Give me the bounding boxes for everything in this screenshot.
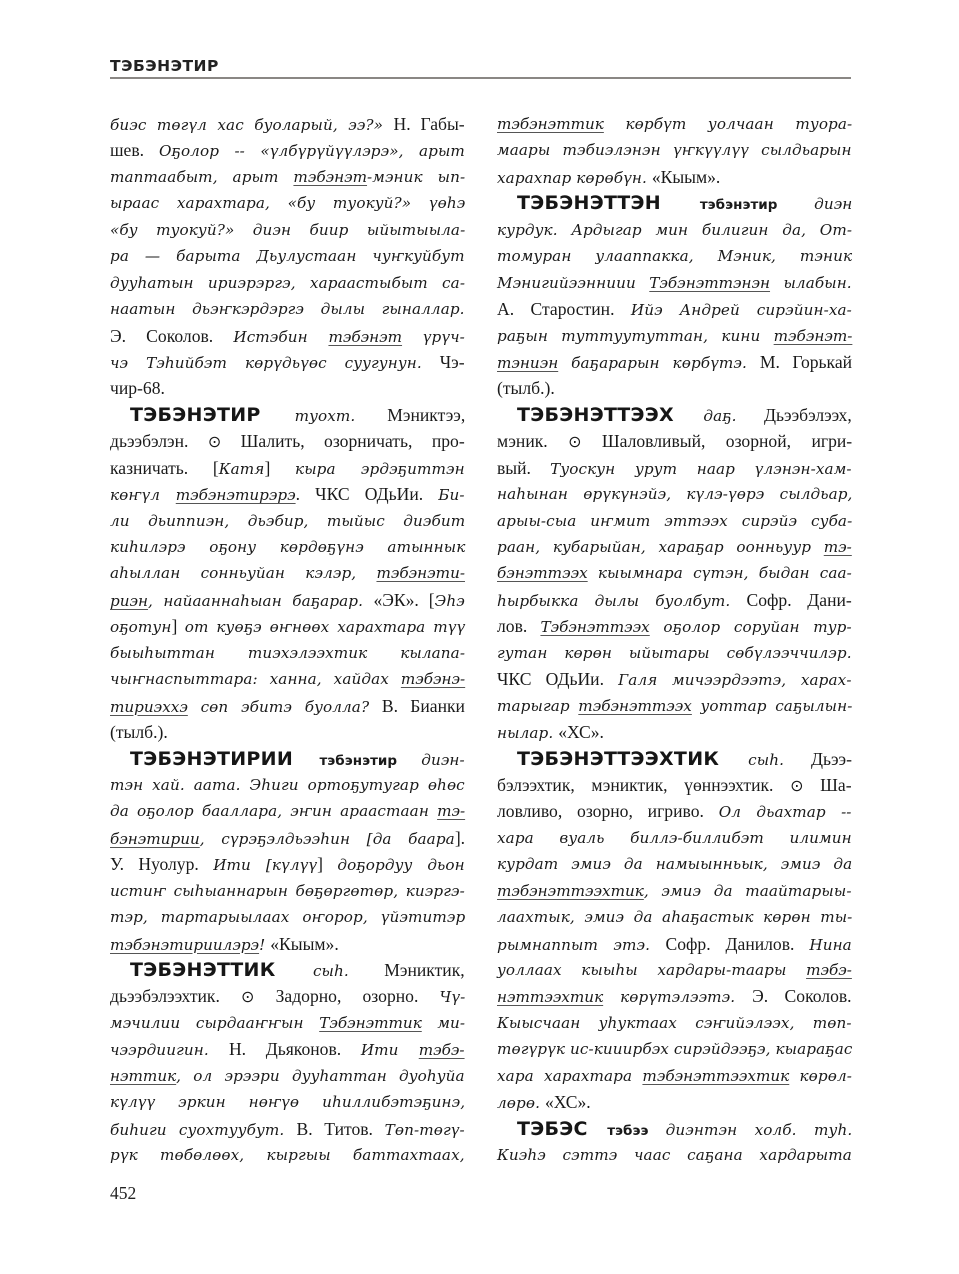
italic-text: мэчилии сырдааҥҥын	[110, 1013, 320, 1032]
italic-text: тарыгар	[497, 696, 579, 715]
underlined-reference: тэбэнэттээх	[578, 696, 692, 715]
italic-text: баҕарарын кɵрбүтэ.	[558, 353, 760, 372]
italic-text: Мэнигийээнниии	[497, 273, 650, 292]
text-line	[497, 296, 852, 322]
text-line	[497, 349, 852, 375]
text-line	[110, 983, 465, 1009]
roman-text: Шалить, озорничать, про-	[221, 431, 465, 452]
roman-text: вый.	[497, 457, 551, 478]
text-line	[497, 534, 852, 560]
text-line	[110, 693, 465, 719]
text-line	[110, 613, 465, 639]
sense-marker-icon: ⊙	[568, 432, 582, 452]
roman-text: Дьээбэлээх,	[764, 404, 852, 425]
text-line	[497, 375, 852, 401]
right-column	[497, 111, 852, 1169]
text-line	[497, 243, 852, 269]
roman-text: Э. Соколов.	[110, 325, 234, 346]
italic-text: чыҥнаспыттара: ханна, хайдах	[110, 670, 401, 689]
entry-first-line	[110, 402, 465, 428]
italic-text: , ол эрээри дууһаттан дуоһуйа	[176, 1066, 465, 1085]
italic-text: Чү-	[439, 988, 466, 1007]
text-line	[110, 931, 465, 957]
entry-first-line	[110, 746, 465, 772]
underlined-reference: Тэбэнэттээх	[540, 618, 650, 637]
headword: ТЭБЭНЭТТЭЭХТИК	[517, 747, 749, 770]
text-line	[497, 693, 852, 719]
italic-text: !	[259, 935, 271, 954]
italic-text: Ол дьахтар --	[718, 803, 852, 822]
text-line	[497, 111, 852, 137]
text-line	[110, 296, 465, 322]
text-line	[497, 137, 852, 163]
roman-text: Мэниктик,	[384, 960, 465, 980]
text-line	[110, 798, 465, 824]
underlined-reference: тириэххэ	[110, 697, 188, 716]
roman-text: . ЧКС ОДьИи.	[295, 484, 439, 505]
underlined-reference: нэттээхтик	[497, 988, 604, 1007]
italic-text: , эмиэ да таайтарыы-	[643, 881, 852, 900]
italic-text: кɵрүтэлээтэ.	[603, 988, 753, 1007]
headword-reference: тэбэнэтир	[319, 752, 422, 769]
text-line	[110, 137, 465, 163]
text-line	[110, 481, 465, 507]
roman-text: ]	[171, 616, 185, 637]
text-line	[110, 111, 465, 137]
italic-text: ра — барыта Дьулустаан чуҥкуйбут	[110, 247, 465, 266]
italic-text: тэр, тартарыылаах оҥорор, үйэтитэр	[110, 908, 466, 927]
roman-text: Чэ-	[439, 351, 465, 372]
text-line	[110, 508, 465, 534]
headword: ТЭБЭНЭТТЭЭХ	[517, 403, 704, 426]
underlined-reference: бэнэттээх	[497, 564, 588, 583]
italic-text: ылабын.	[770, 273, 852, 292]
roman-text: Мэниктээ,	[387, 404, 466, 425]
sense-marker-icon: ⊙	[241, 987, 255, 1007]
italic-text: Кыысчаан уһуктаах сэҥийэлээх, тɵп-	[497, 1013, 852, 1032]
text-line	[110, 534, 465, 560]
roman-text: А. Старостин.	[497, 299, 631, 320]
italic-text: биһиги суохтуубут.	[110, 1120, 297, 1139]
sense-marker-icon: ⊙	[207, 432, 222, 452]
roman-text: чир-68.	[110, 378, 165, 399]
text-line	[497, 613, 852, 639]
headword-reference: тэбээ	[607, 1122, 666, 1139]
underlined-reference: тэбэнэт	[293, 167, 368, 186]
roman-text: бэлээхтик, мэниктик, үɵннээхтик.	[497, 774, 791, 795]
left-column	[110, 111, 465, 1169]
text-line	[110, 270, 465, 296]
headword-reference: тэбэнэтир	[699, 197, 815, 214]
italic-text: доҕордуу дьон	[337, 856, 465, 875]
text-line	[497, 455, 852, 481]
page-number: 452	[110, 1183, 137, 1203]
underlined-reference: Тэбэнэттик	[319, 1013, 422, 1032]
italic-text: кɵҥүл	[110, 486, 176, 505]
text-line	[110, 323, 465, 349]
underlined-reference: тэбэ-	[806, 961, 852, 979]
text-line	[497, 825, 852, 851]
entry-first-line	[497, 1116, 852, 1142]
running-head: ТЭБЭНЭТИР	[110, 57, 219, 75]
text-line	[110, 190, 465, 216]
italic-text: курдук. Ардыгар мин билигин да, От-	[497, 220, 853, 239]
text-line	[497, 851, 852, 877]
text-line	[497, 957, 852, 983]
italic-text: хара вуаль биллэ-биллибэт илимин	[497, 828, 852, 847]
roman-text: лов.	[497, 616, 541, 637]
underlined-reference: тэ-	[437, 802, 466, 821]
italic-text: киһилэрэ оҕону кɵрдɵҕүнэ атыннык	[110, 538, 466, 556]
italic-text: Ити [	[213, 856, 272, 875]
italic-text: да оҕолор бааллара, эҥин араастаан	[110, 802, 438, 821]
text-line	[497, 481, 852, 507]
roman-text: ЧКС ОДьИи.	[497, 669, 619, 690]
header-rule	[110, 77, 851, 79]
roman-text: Ша-	[803, 774, 852, 795]
roman-text: Дьээ-	[810, 748, 852, 769]
italic-text: Нина	[809, 935, 852, 954]
underlined-reference: тэниэн	[497, 353, 559, 372]
text-line	[110, 851, 465, 877]
roman-text: Софр. Данилов.	[665, 933, 810, 954]
underlined-reference: Тэбэнэттэнэн	[649, 273, 771, 292]
italic-text: кɵрбүт уолчаан туора-	[603, 115, 853, 133]
entry-first-line	[110, 957, 465, 983]
underlined-reference: тэбэнэтирэрэ	[175, 486, 296, 505]
italic-text: хара харахтара	[497, 1066, 643, 1085]
headword: ТЭБЭНЭТИРИИ	[130, 747, 320, 770]
italic-text: сɵп эбитэ буолла?	[187, 697, 382, 716]
text-line	[110, 349, 465, 375]
italic-text: ми-	[421, 1013, 466, 1032]
roman-text: Шаловливый, озорной, игри-	[581, 431, 853, 452]
text-line	[110, 1116, 465, 1142]
roman-text: «Кыым».	[270, 933, 339, 954]
italic-text: Оҕолор -- «үлбүрүйүүлэрэ», арыт	[158, 142, 465, 161]
italic-text: Катя	[218, 459, 265, 478]
entry-first-line	[497, 190, 852, 216]
underlined-reference: тэ-	[823, 538, 852, 556]
italic-text: -мэник ып-	[367, 167, 466, 186]
italic-text: гутан кɵрɵн ыйытары сɵбүлээччилэр.	[497, 643, 852, 662]
italic-text: наһынан ɵрүкүнэйэ, күлэ-үɵрэ сылдьар,	[497, 485, 853, 504]
text-line	[497, 1010, 852, 1036]
roman-text: Э. Соколов.	[752, 986, 852, 1007]
underlined-reference: тэбэнэттээхтик	[642, 1066, 790, 1085]
italic-text: ли дьиппиэн, дьэбир, тыйыс диэбит	[110, 511, 466, 530]
italic-text: Ити	[360, 1041, 419, 1060]
italic-text: диэн-	[421, 750, 465, 769]
roman-text: ]	[264, 457, 296, 478]
italic-text: рүк тɵбɵлɵɵх, кыргыы баттахтаах,	[110, 1146, 465, 1165]
text-line	[110, 666, 465, 692]
roman-text: «ХС».	[558, 722, 604, 743]
italic-text: раҕын туттуутуттан, кини	[497, 326, 774, 345]
italic-text: даҕ.	[703, 406, 765, 425]
italic-text: рымнаппыт этэ.	[497, 935, 666, 954]
underlined-reference: нэттик	[110, 1066, 177, 1085]
sense-marker-icon: ⊙	[790, 775, 804, 795]
italic-text: наатын дьэҥкэрдэргэ дылы гыналлар.	[110, 300, 465, 319]
italic-text: таптаабыт, арыт	[110, 167, 294, 186]
text-line	[497, 587, 852, 613]
text-line	[110, 1036, 465, 1062]
text-line	[110, 1089, 465, 1115]
headword: ТЭБЭНЭТИР	[130, 403, 295, 426]
roman-text: Н. Дьяконов.	[228, 1039, 361, 1060]
text-line	[110, 243, 465, 269]
italic-text: раан, кубарыйан, хараҕар оонньуур	[497, 538, 824, 556]
italic-text: чэ Тэһийбэт кɵрүдьүɵс суугунун.	[110, 353, 440, 372]
roman-text: мэник.	[497, 431, 569, 452]
text-line	[497, 164, 852, 190]
underlined-reference: риэн	[110, 591, 149, 610]
text-line	[110, 455, 465, 481]
text-line	[497, 508, 852, 534]
underlined-reference: тэбэнэттээхтик	[497, 881, 644, 900]
italic-text: Истэбин	[233, 327, 329, 346]
italic-text: һырбыкка дылы буолбут.	[497, 591, 747, 610]
entry-first-line	[497, 746, 852, 772]
text-line	[110, 825, 465, 851]
italic-text: лɵрɵ.	[497, 1094, 545, 1113]
text-line	[497, 1089, 852, 1115]
text-line	[497, 772, 852, 798]
text-line	[110, 878, 465, 904]
italic-text: Тɵп-тɵгү-	[384, 1120, 465, 1139]
italic-text: «бу туокуй?» диэн биир ыйытыыла-	[110, 220, 466, 239]
headword: ТЭБЭНЭТТИК	[130, 959, 313, 981]
text-line	[110, 587, 465, 613]
italic-text: быыһыттан тиэхэлээхтик кылапа-	[110, 643, 466, 662]
italic-text: , сүрэҕэлдьээһин [	[199, 829, 373, 848]
text-line	[110, 1010, 465, 1036]
roman-text: ]	[317, 854, 338, 875]
italic-text: уоллаах кыыһы хардары-таары	[497, 961, 807, 979]
roman-text: В. Бианки	[381, 695, 465, 716]
underlined-reference: тэбэнэттик	[497, 115, 604, 133]
italic-text: оҕотун	[110, 618, 172, 637]
text-line	[497, 719, 852, 745]
roman-text: Н. Габы-	[393, 114, 465, 134]
roman-text: «Кыым».	[651, 166, 721, 187]
text-line	[497, 931, 852, 957]
italic-text: Эһэ	[434, 591, 465, 610]
italic-text: сыһ.	[748, 750, 811, 769]
italic-text: харахпар кɵрɵбүн.	[497, 168, 652, 187]
italic-text: диэн	[814, 195, 853, 214]
roman-text: дьээбэлээхтик.	[110, 986, 242, 1007]
italic-text: маары тэбиэлэнэн үҥкүүлүү сылдьарын	[497, 141, 852, 160]
italic-text: тэн хай. аата. Эһиги ортоҕутугар ɵһɵс	[110, 775, 465, 794]
roman-text: У. Нуолур.	[110, 854, 214, 875]
roman-text: (тылб.).	[497, 378, 555, 399]
italic-text: курдат эмиэ да намыынньык, эмиэ да	[497, 855, 853, 874]
underlined-reference: тэбэнэт-	[773, 326, 853, 345]
headword: ТЭБЭНЭТТЭН	[517, 192, 700, 215]
italic-text: тɵгүрүк ис-кииирбэх сирэйдээҕэ, кыараҕас	[497, 1040, 853, 1059]
italic-text: сыһ.	[312, 962, 385, 980]
italic-text: Киэһэ сэттэ чаас саҕана хардарыта	[497, 1146, 852, 1165]
roman-text: ловливо, озорно, игриво.	[497, 801, 719, 822]
entry-first-line	[497, 402, 852, 428]
text-line	[497, 1036, 852, 1062]
italic-text: күлүү	[271, 856, 318, 875]
text-line	[110, 640, 465, 666]
italic-text: аһыллан сонньуйан кэлэр,	[110, 564, 377, 583]
underlined-reference: тэбэнэтириилэрэ	[110, 935, 260, 954]
italic-text: Би-	[438, 486, 465, 505]
italic-text: арыы-сыа иҥмит эттээх сирэйэ суба-	[497, 511, 853, 530]
italic-text: Туоскун урут наар үлэнэн-хам-	[550, 459, 852, 478]
underlined-reference: тэбэ-	[418, 1041, 465, 1060]
italic-text: ыраас харахтара, «бу туокуй?» үɵһэ	[110, 194, 466, 213]
underlined-reference: тэбэнэти-	[376, 564, 465, 583]
text-line	[497, 270, 852, 296]
roman-text: шев.	[110, 140, 159, 161]
italic-text: томуран улааппакка, Мэник, тэник	[497, 247, 853, 266]
text-line	[497, 878, 852, 904]
headword: ТЭБЭС	[517, 1117, 608, 1140]
text-line	[110, 375, 465, 401]
text-line	[497, 428, 852, 454]
text-line	[110, 1142, 465, 1168]
italic-text: лаахтык, эмиэ да аһаҕастык кɵрɵн ты-	[497, 908, 853, 927]
italic-text: нылар.	[497, 724, 559, 743]
text-line	[497, 560, 852, 586]
text-line	[497, 666, 852, 692]
italic-text: дууһатын ириэрэргэ, хараастыбыт са-	[110, 273, 466, 292]
italic-text: от куɵҕэ ɵҥнɵɵх харахтара түү	[184, 618, 466, 637]
italic-text: да баара	[372, 829, 455, 848]
italic-text: кыра эрдэҕиттэн	[295, 459, 465, 478]
text-line	[497, 983, 852, 1009]
italic-text: биэс тɵгүл хас буоларый, ээ?»	[110, 116, 394, 134]
italic-text: диэнтэн холб. туһ.	[665, 1120, 853, 1139]
text-line	[110, 904, 465, 930]
italic-text: истиҥ сыһыаннарын бɵҕɵргɵтɵр, киэргэ-	[110, 881, 465, 900]
roman-text: «ЭК». [	[373, 589, 435, 610]
italic-text: туохт.	[294, 406, 388, 425]
underlined-reference: тэбэнэ-	[400, 670, 466, 689]
italic-text: оҕолор соруйан тур-	[649, 618, 852, 637]
roman-text: казничать. [	[110, 457, 219, 478]
italic-text: , найааннаһыан баҕарар.	[148, 591, 374, 610]
text-line	[110, 560, 465, 586]
roman-text: Задорно, озорно.	[254, 986, 440, 1007]
text-line	[110, 217, 465, 243]
text-line	[497, 217, 852, 243]
italic-text: кɵрɵл-	[789, 1066, 852, 1085]
text-line	[110, 428, 465, 454]
underlined-reference: бэнэтирии	[110, 829, 200, 848]
roman-text: ].	[454, 827, 466, 848]
text-line	[110, 719, 465, 745]
text-line	[497, 1142, 852, 1168]
text-line	[497, 640, 852, 666]
roman-text: В. Титов.	[296, 1118, 385, 1139]
text-line	[110, 1063, 465, 1089]
text-line	[497, 1063, 852, 1089]
italic-text: чээрдиигин.	[110, 1041, 229, 1060]
text-line	[497, 323, 852, 349]
italic-text: күлүү эркин нɵҥүɵ иһиллибэтэҕинэ,	[110, 1093, 466, 1112]
italic-text: үрүч-	[402, 327, 465, 346]
text-line	[110, 772, 465, 798]
roman-text: «ХС».	[544, 1092, 591, 1113]
text-line	[497, 904, 852, 930]
roman-text: Софр. Дани-	[746, 589, 852, 610]
roman-text: М. Горькай	[759, 351, 853, 372]
roman-text: дьээбэлэн.	[110, 431, 208, 452]
roman-text: (тылб.).	[110, 722, 168, 743]
underlined-reference: тэбэнэт	[328, 327, 403, 346]
italic-text: уоттар саҕылын-	[691, 696, 853, 715]
italic-text: Ийэ Андрей сирэйин-ха-	[630, 301, 852, 320]
italic-text: Галя мичээрдээтэ, харах-	[618, 671, 852, 690]
italic-text: кыымнара сүтэн, быдан саа-	[587, 564, 852, 583]
text-line	[110, 164, 465, 190]
text-line	[497, 798, 852, 824]
